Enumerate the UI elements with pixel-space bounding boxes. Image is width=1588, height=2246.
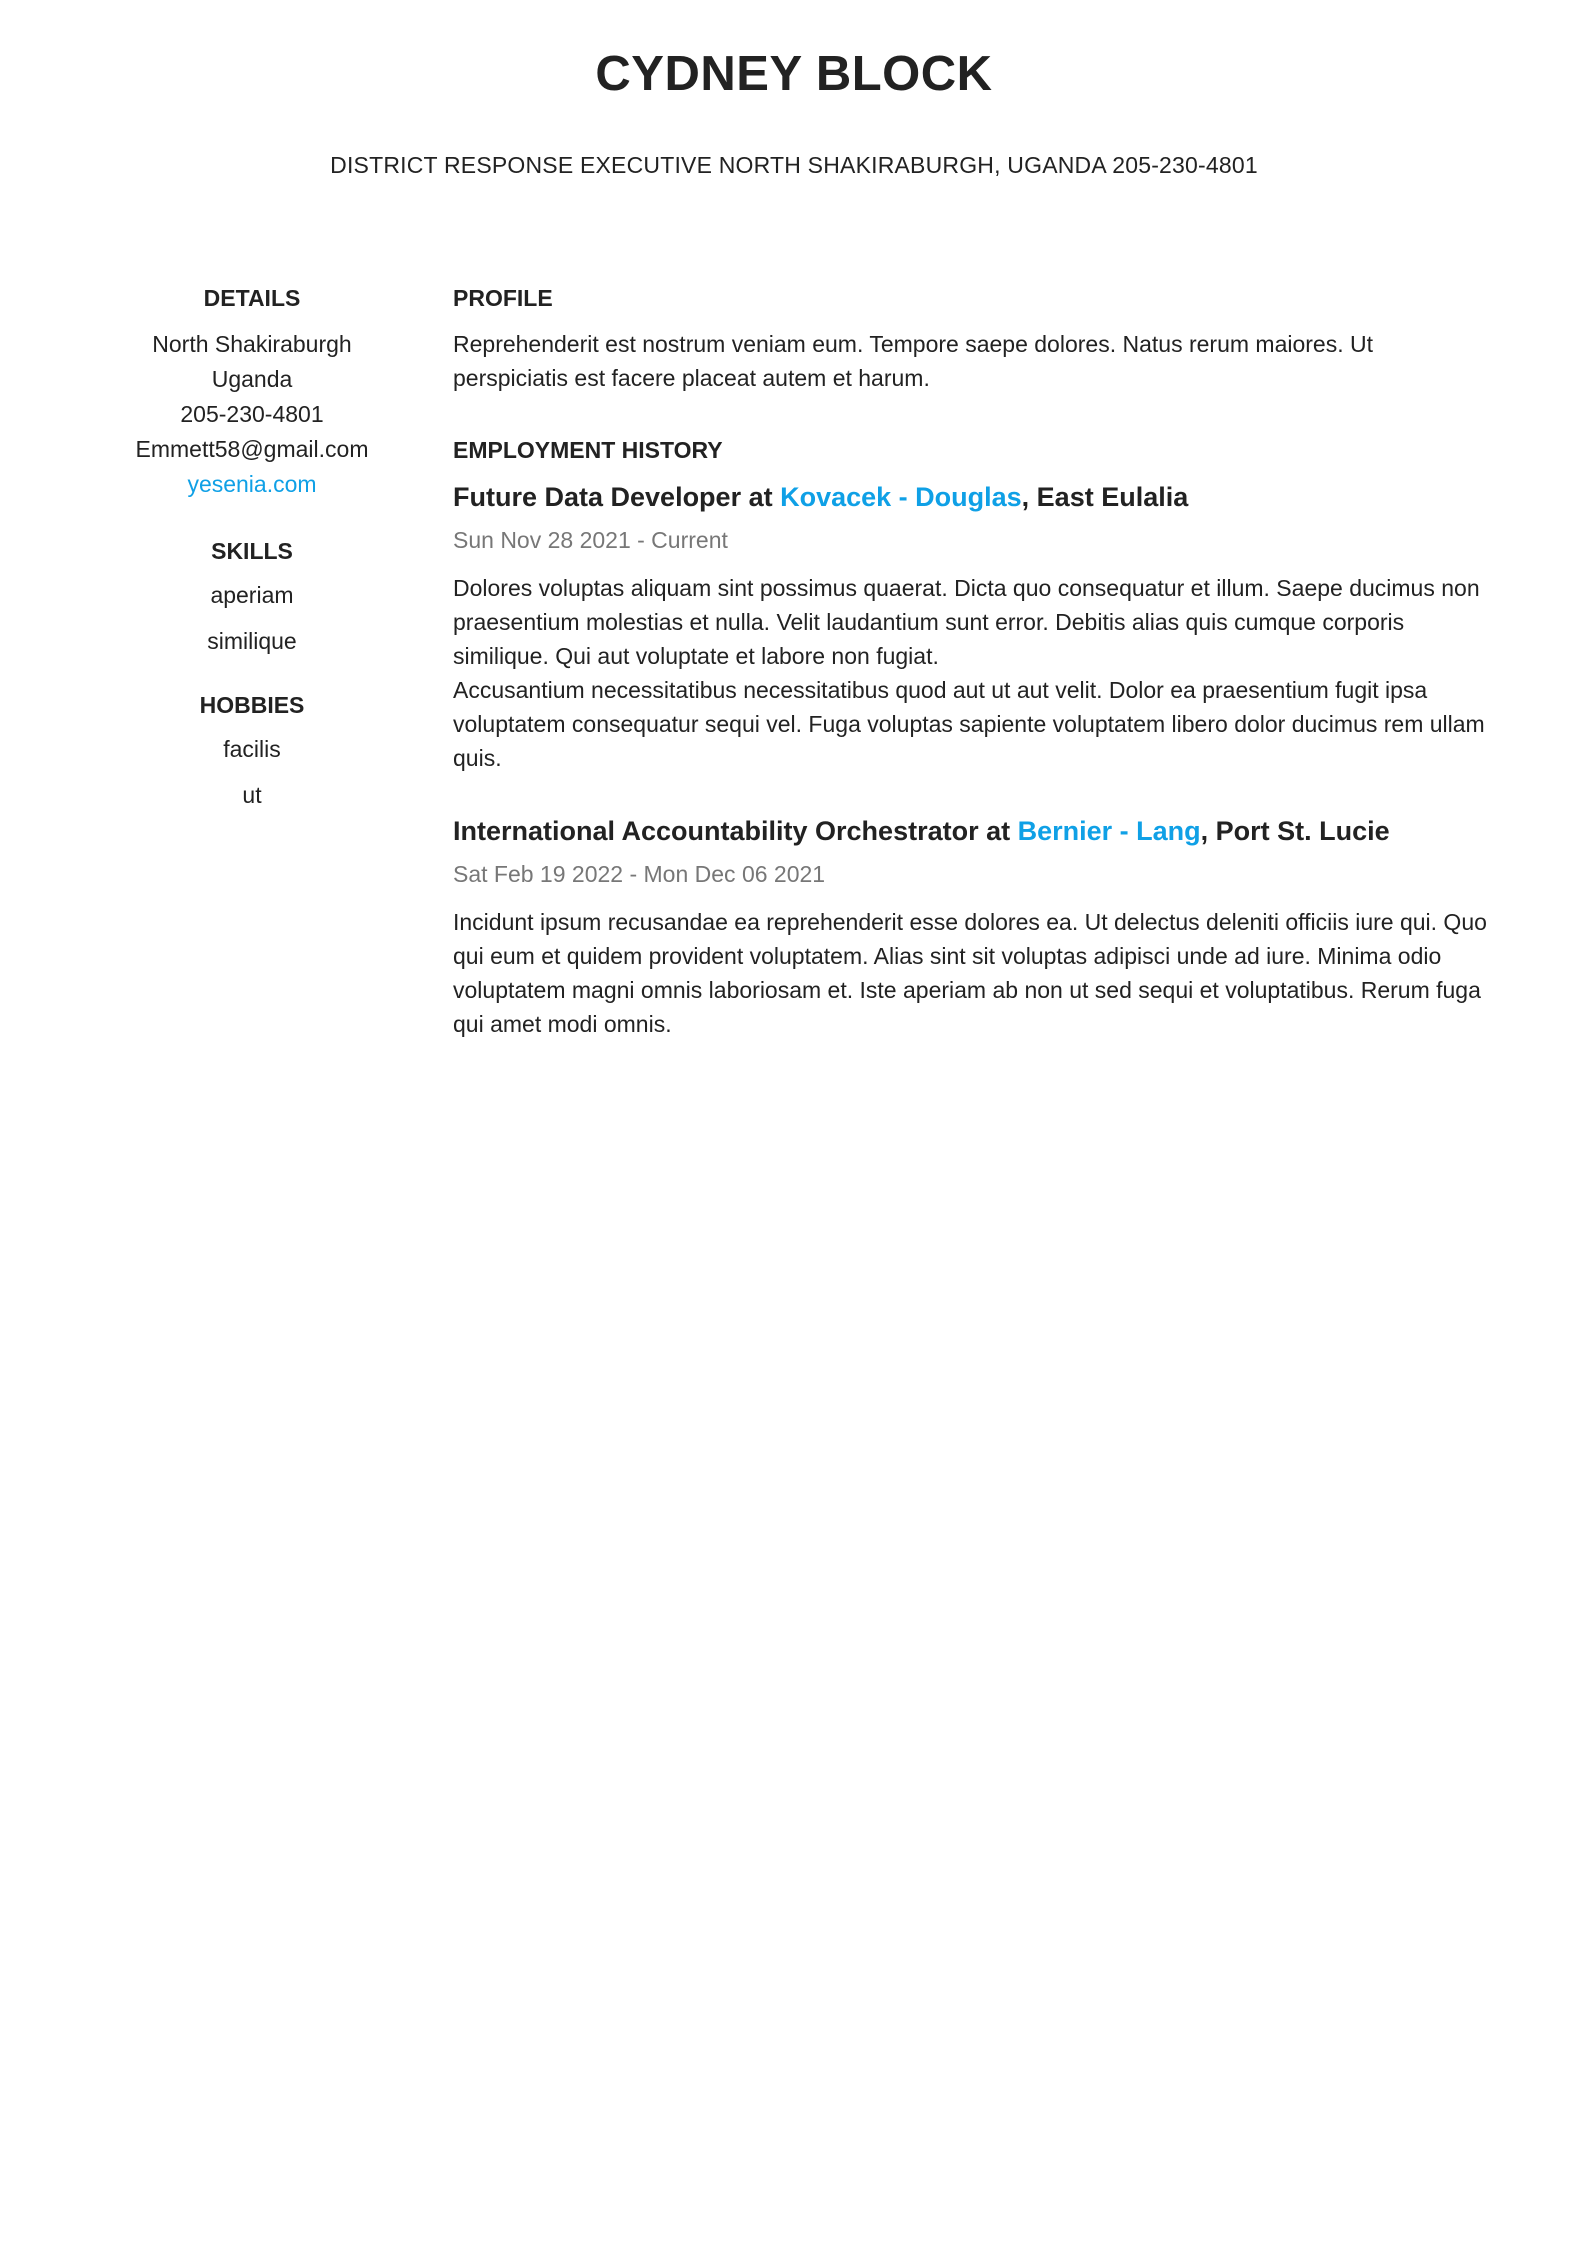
job-title: [453, 813, 1493, 849]
job-description: Dolores voluptas aliquam sint possimus quaerat. Dicta quo consequatur et illum. Saepe ducimus non praesentium molestias et nulla. Velit laudantium sunt error. Debitis alias quis cumque corporis similique. Qui aut voluptate et labore non fugiat.: [453, 575, 1480, 669]
profile-text: Reprehenderit est nostrum veniam eum. Tempore saepe dolores. Natus rerum maiores. Ut perspiciatis est facere placeat autem et harum.: [453, 331, 1373, 391]
profile-heading: PROFILE: [453, 285, 553, 311]
job-role: Future Data Developer: [453, 482, 742, 512]
skills-heading: SKILLS: [211, 538, 293, 564]
details-website-line: [120, 467, 384, 502]
details-city: North Shakiraburgh: [152, 331, 352, 357]
job-location: , East Eulalia: [1021, 482, 1189, 512]
details-heading: DETAILS: [203, 285, 301, 311]
company-link[interactable]: Bernier - Lang: [1017, 816, 1201, 846]
company-link[interactable]: Kovacek - Douglas: [780, 482, 1022, 512]
job-role: International Accountability Orchestrator: [453, 816, 979, 846]
profile-section: [453, 283, 1493, 395]
job-dates: Sun Nov 28 2021 - Current: [453, 527, 728, 553]
details-country: Uganda: [211, 366, 293, 392]
job-dates: Sat Feb 19 2022 - Mon Dec 06 2021: [453, 861, 826, 887]
job-at: at: [741, 482, 781, 512]
job-title: [453, 479, 1493, 515]
hobby-item: facilis: [223, 736, 281, 762]
skill-item: similique: [207, 628, 297, 654]
job-description: Incidunt ipsum recusandae ea reprehenderit esse dolores ea. Ut delectus deleniti officiis iure qui. Quo qui eum et quidem provident voluptatem. Alias sint sit voluptas adipisci unde ad iure. Minima odio voluptatem magni omnis laboriosam et. Iste aperiam ab non ut sed sequi et voluptatibus. Rerum fuga qui amet modi omnis.: [453, 909, 1487, 1037]
job-description: Accusantium necessitatibus necessitatibus quod aut ut aut velit. Dolor ea praesentium fugit ipsa voluptatem consequatur sequi vel. Fuga voluptas sapiente voluptatem libero dolor ducimus rem ullam quis.: [453, 677, 1485, 771]
hobbies-heading: HOBBIES: [199, 692, 305, 718]
sidebar: [120, 283, 384, 844]
skills-section: [120, 536, 384, 656]
hobbies-section: [120, 690, 384, 810]
website-link[interactable]: yesenia.com: [187, 471, 317, 497]
hobby-item: ut: [242, 782, 262, 808]
skill-item: aperiam: [210, 582, 294, 608]
details-email: Emmett58@gmail.com: [135, 436, 369, 462]
details-phone: 205-230-4801: [180, 401, 324, 427]
employment-heading: EMPLOYMENT HISTORY: [453, 437, 723, 463]
location-text: NORTH SHAKIRABURGH, UGANDA: [718, 152, 1106, 178]
job-location: , Port St. Lucie: [1200, 816, 1390, 846]
header-subtitle: [0, 152, 1588, 179]
job-entry: [453, 479, 1493, 775]
job-title-text: DISTRICT RESPONSE EXECUTIVE: [330, 152, 713, 178]
candidate-name: CYDNEY BLOCK: [595, 47, 993, 101]
main-content: [453, 283, 1493, 1079]
phone-text: 205-230-4801: [1112, 152, 1258, 178]
job-at: at: [978, 816, 1018, 846]
details-section: [120, 283, 384, 502]
job-entry: [453, 813, 1493, 1041]
employment-section: [453, 435, 1493, 1041]
